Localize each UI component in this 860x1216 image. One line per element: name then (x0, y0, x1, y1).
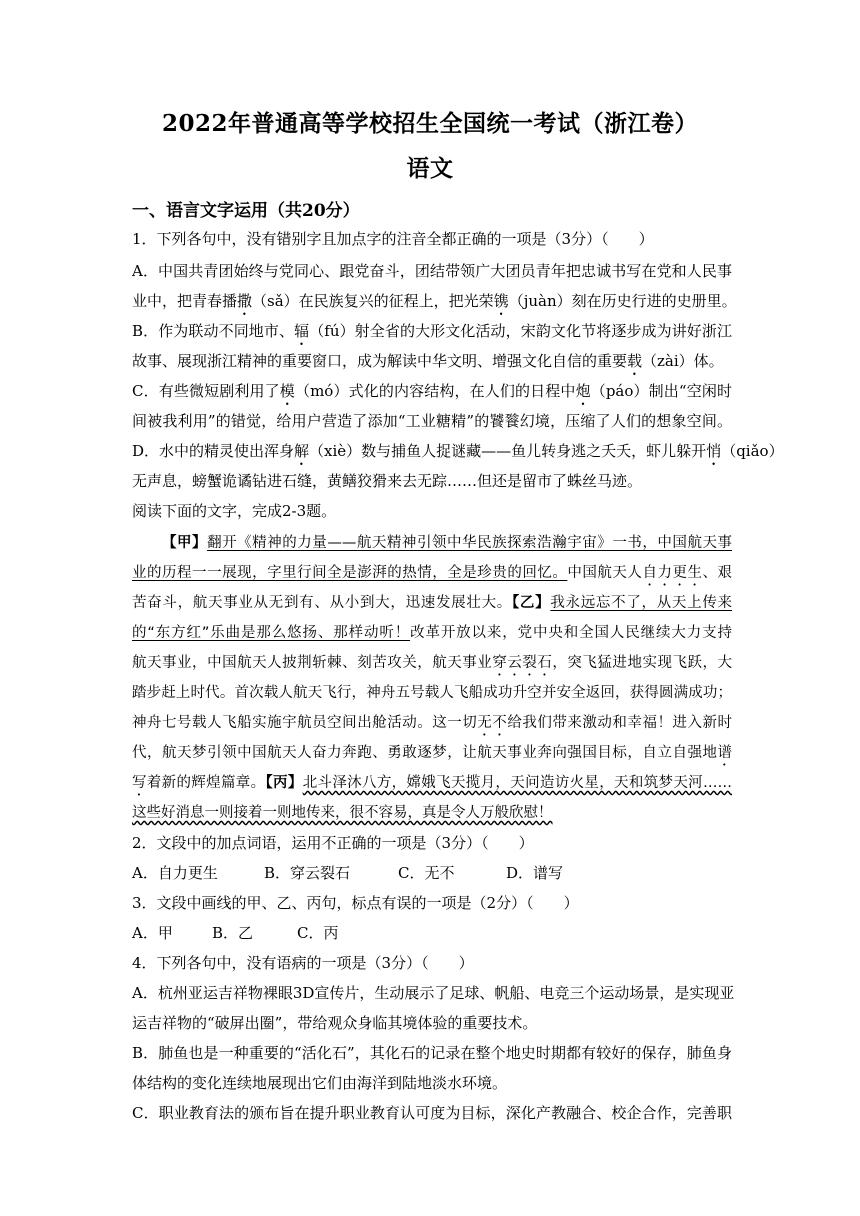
q1-option-c-line2: 间被我利用”的错觉，给用户营造了添加“工业糖精”的饕餮幻境，压缩了人们的想象空间。 (132, 412, 732, 430)
q2-option-a: A．自力更生 (132, 864, 218, 882)
q2-stem: 2．文段中的加点词语，运用不正确的一项是（3分）（ ） (132, 834, 534, 852)
q2-option-c: C．无不 (398, 864, 455, 882)
q4-option-a-line1: A．杭州亚运吉祥物裸眼3D宣传片，生动展示了足球、帆船、电竞三个运动场景，是实现亚 (132, 984, 735, 1002)
reading-intro: 阅读下面的文字，完成2-3题。 (132, 502, 337, 520)
q3-option-a: A．甲 (132, 924, 173, 942)
q2-options (132, 862, 563, 884)
q1-option-a-line1: A．中国共青团始终与党同心、跟党奋斗，团结带领广大团员青年把忠诚书写在党和人民事 (132, 262, 732, 280)
q3-option-b: B．乙 (212, 924, 254, 942)
passage-line-8: 代，航天梦引领中国航天人奋力奔跑、勇敢逐梦，让航天事业奔向强国目标，自立自强地谱 (132, 745, 732, 761)
q4-stem: 4．下列各句中，没有语病的一项是（3分）（ ） (132, 954, 474, 972)
q4-option-a-line2: 运吉祥物的“破屏出圈”，带给观众身临其境体验的重要技术。 (132, 1014, 538, 1032)
passage-line-5: 航天事业，中国航天人披荆斩棘、刻苦攻关，航天事业穿云裂石，突飞猛进地实现飞跃，大 (132, 655, 733, 671)
passage-line-4: 的“东方红”乐曲是那么悠扬、那样动听！改革开放以来，党中央和全国人民继续大力支持 (132, 625, 732, 641)
q3-option-c: C．丙 (297, 924, 339, 942)
q1-option-a-line2: 业中，把青春播撒（sǎ）在民族复兴的征程上，把光荣镌（juàn）刻在历史行进的史册里。 (132, 292, 737, 310)
q4-option-b-line2: 体结构的变化连续地展现出它们由海洋到陆地淡水环境。 (132, 1074, 508, 1092)
q4-option-c-line1: C．职业教育法的颁布旨在提升职业教育认可度为目标，深化产教融合、校企合作，完善职 (132, 1104, 732, 1122)
passage-line-2: 业的历程一一展现，字里行间全是澎湃的热情，全是珍贵的回忆。中国航天人自力更生、艰 (132, 565, 733, 581)
q4-option-b-line1: B．肺鱼也是一种重要的“活化石”，其化石的记录在整个地史时期都有较好的保存，肺鱼身 (132, 1044, 732, 1062)
q1-option-b-line1: B．作为联动不同地市、辐（fú）射全省的大形文化活动，宋韵文化节将逐步成为讲好浙江 (132, 322, 732, 340)
q1-option-d-line2: 无声息，螃蟹诡谲钻进石缝，黄鳝狡猾来去无踪……但还是留市了蛛丝马迹。 (132, 472, 643, 490)
q1-option-b-line2: 故事、展现浙江精神的重要窗口，成为解读中华文明、增强文化自信的重要载（zài）体。 (132, 352, 724, 370)
passage-line-1: 【甲】翻开《精神的力量——航天精神引领中华民族探索浩瀚宇宙》一书，中国航天事 (162, 535, 733, 551)
passage-line-9: 写着新的辉煌篇章。【丙】北斗泽沐八方，嫦娥飞天揽月，天问造访火星，天和筑梦天河…… (132, 775, 733, 791)
q3-options (132, 922, 338, 944)
q1-option-c-line1: C．有些微短剧利用了模（mó）式化的内容结构，在人们的日程中炮（páo）制出“空闲时 (132, 382, 732, 400)
q3-stem: 3．文段中画线的甲、乙、丙句，标点有误的一项是（2分）（ ） (132, 894, 579, 912)
passage-line-10: 这些好消息一则接着一则地传来，很不容易，真是令人万般欣慰！ (132, 805, 553, 821)
passage-line-3: 苦奋斗，航天事业从无到有、从小到大，迅速发展壮大。【乙】我永远忘不了，从天上传来 (132, 595, 733, 611)
subject-title: 语文 (406, 155, 454, 182)
exam-title: 2022年普通高等学校招生全国统一考试（浙江卷） (161, 110, 698, 137)
passage-line-7: 神舟七号载人飞船实施宇航员空间出舱活动。这一切无不给我们带来激动和幸福！进入新时 (132, 715, 733, 731)
section-heading: 一、语言文字运用（共20分） (132, 201, 360, 221)
q1-option-d-line1: D．水中的精灵使出浑身解（xiè）数与捕鱼人捉谜藏——鱼儿转身逃之夭夭，虾儿躲开悄（qiǎo） (132, 442, 784, 460)
q2-option-b: B．穿云裂石 (264, 864, 351, 882)
q2-option-d: D．谱写 (506, 864, 564, 882)
passage-line-6: 踏步赶上时代。首次载人航天飞行，神舟五号载人飞船成功升空并安全返回，获得圆满成功； (132, 685, 732, 701)
q1-stem: 1．下列各句中，没有错别字且加点字的注音全都正确的一项是（3分）（ ） (132, 230, 654, 248)
